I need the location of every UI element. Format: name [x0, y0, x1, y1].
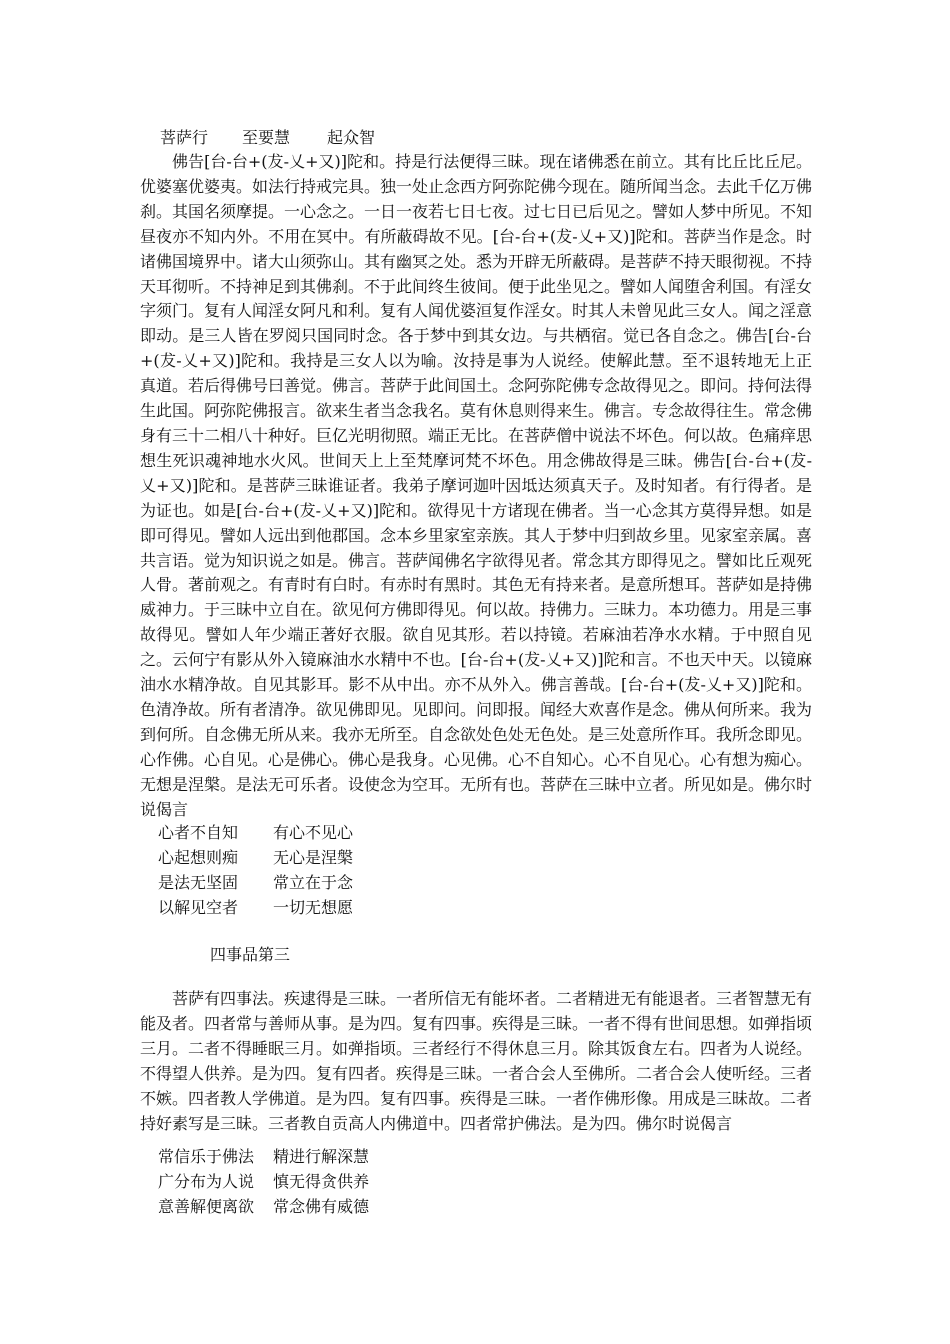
verse-half-line: 常立在于念	[273, 873, 354, 892]
verse-line	[158, 845, 353, 870]
verse-half-line: 心者不自知	[158, 823, 239, 842]
verse-half-line: 常信乐于佛法	[158, 1147, 255, 1166]
passage-paragraph-1	[140, 150, 812, 822]
passage-paragraph-2	[140, 987, 812, 1136]
verse-line	[158, 1194, 369, 1219]
verse-half-line: 精进行解深慧	[273, 1147, 370, 1166]
verse-half-line: 有心不见心	[273, 823, 354, 842]
verse-line	[158, 870, 353, 895]
verse-half-line: 无心是涅槃	[273, 848, 354, 867]
passage-text-1: 佛告[台-台+(犮-乂+又)]陀和。持是行法便得三昧。现在诸佛悉在前立。其有比丘比丘尼。优婆塞优婆夷。如法行持戒完具。独一处止念西方阿弥陀佛今现在。随所闻当念。去此千亿万佛刹。其国名须摩提。一心念之。一日一夜若七日七夜。过七日已后见之。譬如人梦中所见。不知昼夜亦不知内外。不用在冥中。有所蔽碍故不见。[台-台+(犮-乂+又)]陀和。菩萨当作是念。时诸佛国境界中。诸大山须弥山。其有幽冥之处。悉为开辟无所蔽碍。是菩萨不持天眼彻视。不持天耳彻听。不持神足到其佛刹。不于此间终生彼间。便于此坐见之。譬如人闻堕舍利国。有淫女字须门。复有人闻淫女阿凡和利。复有人闻优婆洹复作淫女。时其人未曾见此三女人。闻之淫意即动。是三人皆在罗阅只国同时念。各于梦中到其女边。与共栖宿。觉已各自念之。佛告[台-台+(犮-乂+又)]陀和。我持是三女人以为喻。汝持是事为人说经。使解此慧。至不退转地无上正真道。若后得佛号曰善觉。佛言。菩萨于此间国土。念阿弥陀佛专念故得见之。即问。持何法得生此国。阿弥陀佛报言。欲来生者当念我名。莫有休息则得来生。佛言。专念故得往生。常念佛身有三十二相八十种好。巨亿光明彻照。端正无比。在菩萨僧中说法不坏色。何以故。色痛痒思想生死识魂神地水火风。世间天上上至梵摩诃梵不坏色。用念佛故得是三昧。佛告[台-台+(犮-乂+又)]陀和。是菩萨三昧谁证者。我弟子摩诃迦叶因坻达须真天子。及时知者。有行得者。是为证也。如是[台-台+(犮-乂+又)]陀和。欲得见十方诸现在佛者。当一心念其方莫得异想。如是即可得见。譬如人远出到他郡国。念本乡里家室亲族。其人于梦中归到故乡里。见家室亲属。喜共言语。觉为知识说之如是。佛言。菩萨闻佛名字欲得见者。常念其方即得见之。譬如比丘观死人骨。著前观之。有青时有白时。有赤时有黑时。其色无有持来者。是意所想耳。菩萨如是持佛威神力。于三昧中立自在。欲见何方佛即得见。何以故。持佛力。三昧力。本功德力。用是三事故得见。譬如人年少端正著好衣服。欲自见其形。若以持镜。若麻油若净水水精。于中照自见之。云何宁有影从外入镜麻油水水精中不也。[台-台+(犮-乂+又)]陀和言。不也天中天。以镜麻油水水精净故。自见其影耳。影不从中出。亦不从外入。佛言善哉。[台-台+(犮-乂+又)]陀和。色清净故。所有者清净。欲见佛即见。见即问。问即报。闻经大欢喜作是念。佛从何所来。我为到何所。自念佛无所从来。我亦无所至。自念欲处色处无色处。是三处意所作耳。我所念即见。心作佛。心自见。心是佛心。佛心是我身。心见佛。心不自知心。心不自见心。心有想为痴心。无想是涅槃。是法无可乐者。设使念为空耳。无所有也。菩萨在三昧中立者。所见如是。佛尔时说偈言	[140, 152, 813, 819]
verse-half-line: 慎无得贪供养	[273, 1172, 370, 1191]
verse-line	[158, 895, 353, 920]
verse-half-line: 意善解便离欲	[158, 1197, 255, 1216]
section-title: 四事品第三	[210, 945, 291, 964]
verse-block-2	[158, 1144, 369, 1219]
verse-block-1	[158, 820, 353, 920]
verse-line	[158, 820, 353, 845]
chapter-header	[160, 126, 375, 150]
header-phrase-2: 至要慧	[242, 128, 291, 147]
verse-line	[158, 1169, 369, 1194]
verse-line	[158, 1144, 369, 1169]
verse-half-line: 一切无想愿	[273, 898, 354, 917]
passage-text-2: 菩萨有四事法。疾逮得是三昧。一者所信无有能坏者。二者精进无有能退者。三者智慧无有能及者。四者常与善师从事。是为四。复有四事。疾得是三昧。一者不得有世间思想。如弹指顷三月。二者不得睡眠三月。如弹指顷。三者经行不得休息三月。除其饭食左右。四者为人说经。不得望人供养。是为四。复有四者。疾得是三昧。一者合会人至佛所。二者合会人使听经。三者不嫉。四者教人学佛道。是为四。复有四事。疾得是三昧。一者作佛形像。用成是三昧故。二者持好素写是三昧。三者教自贡高人内佛道中。四者常护佛法。是为四。佛尔时说偈言	[140, 989, 813, 1133]
header-phrase-1: 菩萨行	[160, 128, 209, 147]
verse-half-line: 是法无坚固	[158, 873, 239, 892]
header-phrase-3: 起众智	[327, 128, 376, 147]
verse-half-line: 广分布为人说	[158, 1172, 255, 1191]
verse-half-line: 心起想则痴	[158, 848, 239, 867]
verse-half-line: 常念佛有威德	[273, 1197, 370, 1216]
verse-half-line: 以解见空者	[158, 898, 239, 917]
